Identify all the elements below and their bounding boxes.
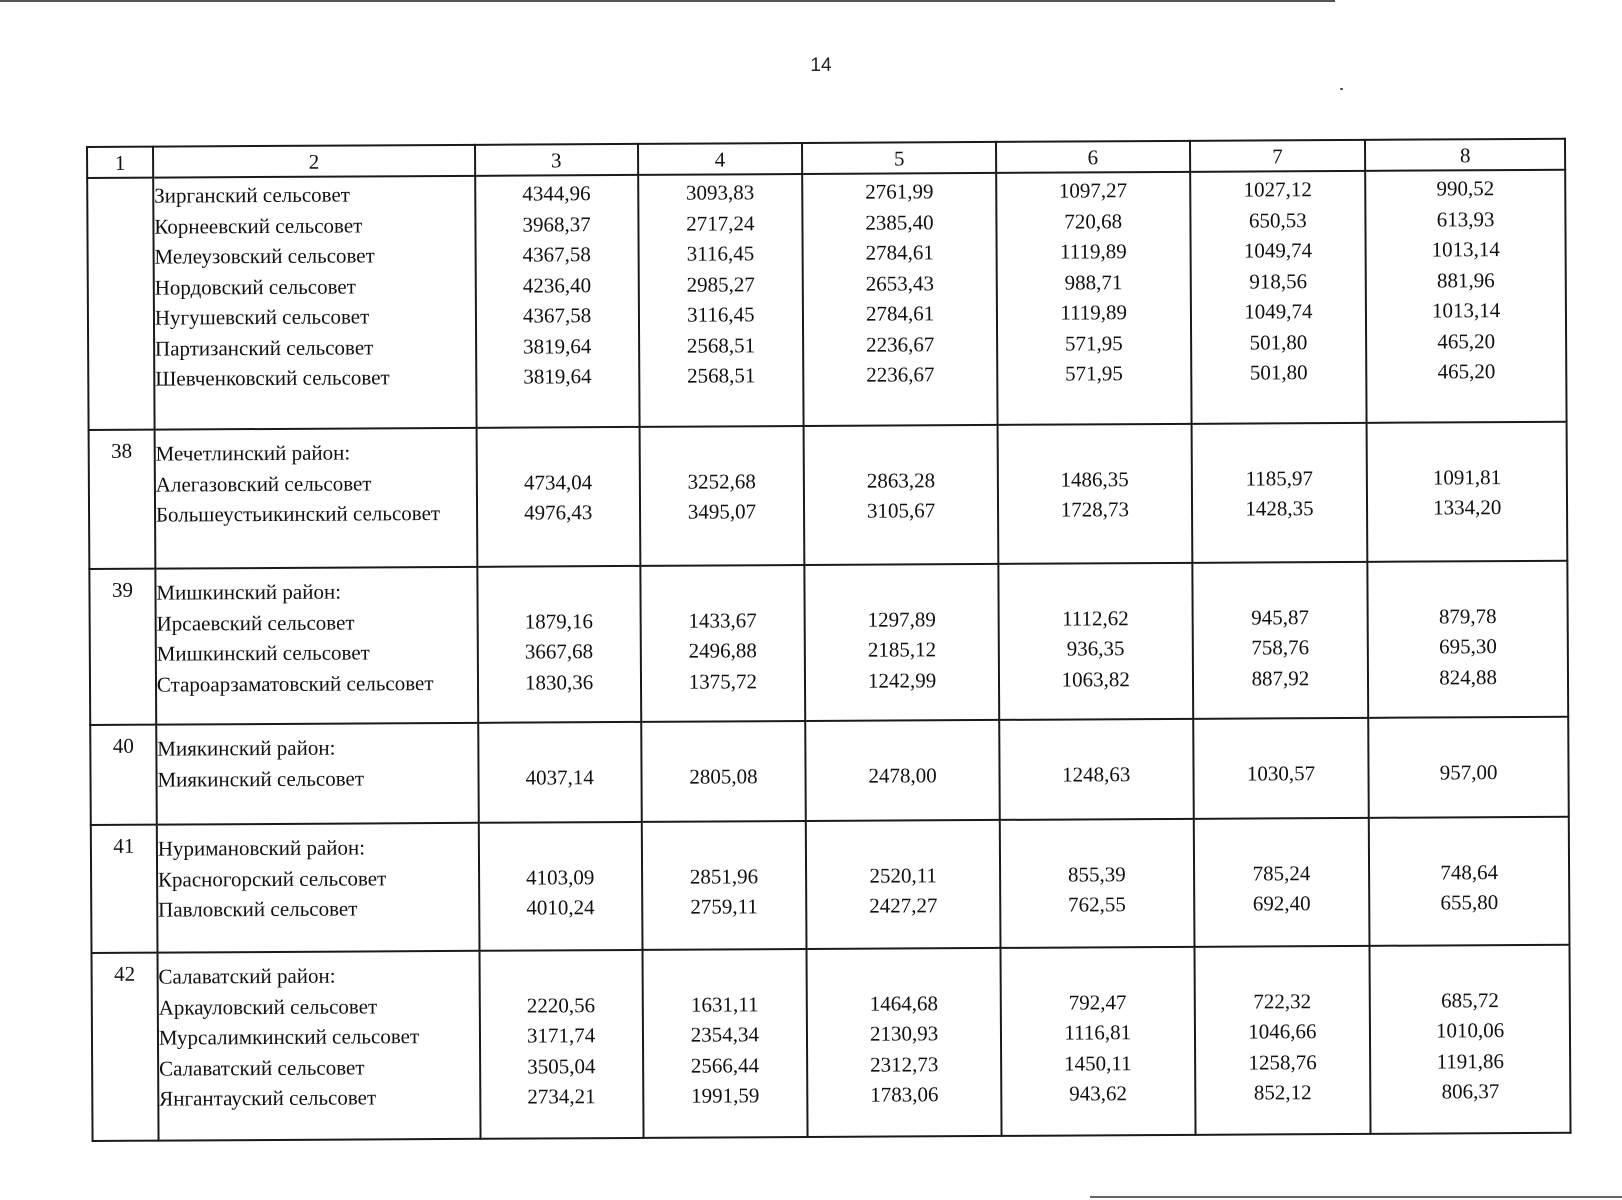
selsovet-name: Нугушевский сельсовет [154,304,370,330]
value-cell: 613,93 [1436,206,1495,231]
row-number: 42 [92,953,159,1141]
district-name: Миякинский район: [157,735,336,761]
value-column-7 [1192,562,1369,719]
value-cell: 655,80 [1440,890,1499,915]
municipality-names [155,567,478,725]
value-cell: 3105,67 [866,498,936,523]
value-cell: 1063,82 [1061,666,1130,692]
value-cell: 2130,93 [869,1021,939,1046]
value-column-6 [996,172,1191,425]
value-cell: 1027,12 [1243,177,1312,202]
district-name: Нуримановский район: [157,835,366,861]
municipality-names [153,176,476,430]
column-header-8: 8 [1365,139,1565,171]
value-cell: 4010,24 [526,895,595,920]
value-column-8 [1370,945,1571,1134]
value-column-8 [1369,817,1569,946]
column-header-3: 3 [475,144,638,176]
value-cell: 806,37 [1441,1079,1500,1104]
value-column-5 [805,720,999,821]
selsovet-name: Аркауловский сельсовет [158,993,378,1020]
value-cell: 3116,45 [687,302,755,327]
value-cell: 2985,27 [686,271,755,297]
value-cell: 2784,61 [865,301,935,326]
value-cell: 501,80 [1249,329,1308,355]
value-column-7 [1193,818,1369,947]
value-column-6 [998,563,1193,720]
value-cell: 3667,68 [524,639,594,664]
selsovet-name: Шевченковский сельсовет [155,365,390,391]
value-cell: 881,96 [1436,267,1495,292]
selsovet-name: Мелеузовский сельсовет [154,243,375,269]
scan-speck [1340,88,1343,90]
value-cell: 2568,51 [686,332,756,358]
municipality-names [154,428,477,569]
value-cell: 748,64 [1440,859,1499,884]
selsovet-name: Мурсалимкинский сельсовет [158,1024,420,1050]
value-cell: 1091,81 [1432,464,1502,489]
value-cell: 1258,76 [1248,1049,1317,1075]
value-cell: 501,80 [1249,360,1308,385]
selsovet-name: Мишкинский сельсовет [156,640,370,666]
value-cell: 2851,96 [689,863,759,889]
value-cell: 1297,89 [867,606,936,632]
selsovet-name: Павловский сельсовет [158,896,358,922]
value-cell: 2312,73 [870,1051,939,1077]
value-cell: 4976,43 [524,500,593,525]
value-cell: 2759,11 [690,894,758,919]
value-column-4 [640,565,806,722]
value-cell: 1631,11 [690,991,759,1017]
value-cell: 1728,73 [1060,497,1129,522]
table-row [91,817,1570,953]
value-cell: 1248,63 [1062,761,1131,787]
selsovet-name: Салаватский сельсовет [158,1054,365,1081]
value-column-6 [1000,947,1195,1136]
value-column-7 [1191,423,1367,563]
value-cell: 1112,62 [1061,605,1129,631]
value-cell: 3252,68 [687,468,756,494]
selsovet-name: Большеустьикинский сельсовет [155,501,441,527]
row-number [87,178,154,430]
value-cell: 3819,64 [523,364,592,389]
value-cell: 824,88 [1439,664,1498,689]
value-column-8 [1368,561,1569,718]
municipality-names [157,951,480,1141]
value-cell: 4344,96 [522,181,591,206]
value-cell: 1191,86 [1436,1048,1505,1073]
value-column-3 [476,427,640,567]
value-cell: 1119,89 [1059,239,1127,264]
selsovet-name: Староарзаматовский сельсовет [156,670,434,697]
district-name: Мечетлинский район: [155,440,351,466]
value-column-7 [1194,946,1371,1135]
row-number: 38 [89,430,156,569]
value-cell: 943,62 [1069,1081,1127,1106]
value-column-4 [642,949,808,1138]
page-number: 14 [810,55,832,76]
value-cell: 3171,74 [526,1023,596,1048]
value-cell: 1116,81 [1064,1020,1132,1045]
scan-edge-bottom [1090,1196,1622,1198]
value-column-8 [1365,170,1566,423]
table-row [89,422,1568,569]
value-cell: 4367,58 [522,303,592,328]
row-number: 40 [90,725,156,825]
value-column-8 [1368,717,1568,818]
value-cell: 887,92 [1251,665,1310,690]
value-cell: 3116,45 [686,241,755,266]
value-column-6 [997,424,1191,564]
value-cell: 1464,68 [869,990,939,1016]
column-header-4: 4 [638,143,803,175]
value-column-7 [1190,171,1367,424]
value-cell: 945,87 [1251,604,1309,629]
value-cell: 2236,67 [866,362,935,387]
value-cell: 1046,66 [1248,1019,1317,1044]
value-cell: 1119,89 [1060,300,1128,325]
value-cell: 2566,44 [690,1052,760,1078]
value-cell: 2784,61 [865,240,934,265]
value-cell: 1991,59 [690,1083,760,1108]
selsovet-name: Миякинский сельсовет [157,765,365,792]
value-cell: 722,32 [1253,988,1312,1013]
value-cell: 1013,14 [1431,298,1501,323]
value-cell: 4037,14 [525,764,594,790]
value-cell: 879,78 [1438,603,1497,628]
value-cell: 4236,40 [522,272,592,298]
value-cell: 2185,12 [867,637,937,662]
value-cell: 1830,36 [524,669,594,695]
value-column-4 [641,721,806,822]
value-column-6 [999,719,1193,820]
value-cell: 2236,67 [866,331,935,357]
value-cell: 990,52 [1436,176,1495,201]
value-cell: 650,53 [1248,207,1307,233]
value-cell: 571,95 [1065,361,1123,386]
value-cell: 988,71 [1064,269,1123,295]
value-column-3 [479,822,642,951]
value-cell: 685,72 [1440,987,1499,1012]
value-column-3 [478,722,641,823]
value-cell: 1334,20 [1432,495,1502,520]
value-column-5 [805,564,1000,721]
value-cell: 918,56 [1249,268,1308,294]
value-column-3 [477,566,641,723]
value-cell: 2717,24 [686,210,755,236]
value-cell: 1375,72 [688,668,758,694]
value-cell: 792,47 [1068,989,1127,1015]
value-cell: 2805,08 [689,763,758,789]
table-body [87,170,1570,1141]
table-row [90,717,1569,825]
value-cell: 1428,35 [1245,496,1314,521]
value-column-4 [641,821,806,950]
value-cell: 3495,07 [687,499,757,524]
value-cell: 2568,51 [686,363,756,388]
value-cell: 758,76 [1251,635,1310,660]
value-cell: 1879,16 [524,608,593,634]
value-cell: 1097,27 [1058,178,1128,203]
value-cell: 4103,09 [526,864,595,890]
row-number: 41 [91,825,158,953]
selsovet-name: Алегазовский сельсовет [155,470,372,497]
value-cell: 2220,56 [526,992,596,1018]
value-column-3 [475,175,639,428]
value-column-4 [639,426,805,566]
value-column-5 [802,173,997,426]
value-cell: 785,24 [1252,860,1311,885]
value-column-5 [806,820,1000,949]
district-name: Мишкинский район: [156,579,342,605]
selsovet-name: Корнеевский сельсовет [154,212,363,239]
value-column-4 [638,174,804,427]
value-column-5 [804,425,998,565]
value-column-8 [1367,422,1568,562]
row-number: 39 [89,569,156,725]
value-cell: 855,39 [1067,861,1126,887]
value-cell: 2653,43 [865,270,935,296]
value-cell: 1013,14 [1431,237,1500,262]
value-column-6 [1000,819,1194,948]
value-cell: 571,95 [1064,330,1123,356]
value-cell: 3819,64 [523,333,592,359]
table-row [87,170,1566,430]
value-cell: 852,12 [1253,1080,1312,1105]
value-cell: 1783,06 [870,1082,939,1107]
value-cell: 2520,11 [869,862,937,888]
column-header-6: 6 [996,141,1190,173]
value-column-7 [1193,718,1369,819]
value-cell: 1433,67 [688,607,757,633]
value-column-5 [807,948,1002,1137]
value-cell: 2496,88 [688,638,757,663]
municipality-names [157,823,480,953]
value-cell: 3093,83 [685,180,755,205]
value-cell: 2863,28 [866,467,936,493]
value-cell: 2385,40 [865,209,934,235]
value-cell: 1030,57 [1246,760,1316,786]
selsovet-name: Зирганский сельсовет [154,182,350,208]
value-cell: 1486,35 [1060,466,1129,492]
value-cell: 695,30 [1438,634,1497,659]
value-cell: 1185,97 [1245,465,1314,491]
value-cell: 720,68 [1064,208,1123,234]
value-cell: 1010,06 [1435,1018,1505,1043]
value-cell: 465,20 [1437,359,1496,384]
value-column-3 [479,950,643,1139]
value-cell: 762,55 [1068,892,1126,917]
value-cell: 2354,34 [690,1022,760,1047]
value-cell: 957,00 [1439,759,1498,784]
district-name: Салаватский район: [158,963,336,989]
column-header-5: 5 [802,142,996,174]
scan-edge-top [0,0,1335,2]
column-header-7: 7 [1190,140,1366,172]
value-cell: 4734,04 [523,469,593,495]
value-cell: 2761,99 [865,179,934,204]
value-cell: 1450,11 [1064,1050,1132,1076]
value-cell: 4367,58 [522,242,591,267]
value-cell: 1049,74 [1243,238,1313,263]
column-header-2: 2 [153,145,475,178]
column-header-1: 1 [87,147,153,178]
selsovet-name: Янгантауский сельсовет [159,1085,377,1111]
data-table [86,138,1572,1142]
value-cell: 3505,04 [527,1053,596,1079]
selsovet-name: Партизанский сельсовет [154,334,374,361]
value-cell: 2427,27 [869,893,938,918]
value-cell: 692,40 [1252,891,1311,916]
value-cell: 2478,00 [868,762,937,788]
value-cell: 465,20 [1437,328,1496,353]
municipality-names [156,723,478,825]
selsovet-name: Нордовский сельсовет [154,273,356,300]
value-cell: 936,35 [1066,636,1125,661]
value-cell: 3968,37 [522,211,591,237]
value-cell: 2734,21 [527,1084,596,1109]
value-cell: 1242,99 [867,667,937,693]
value-cell: 1049,74 [1244,299,1313,324]
selsovet-name: Ирсаевский сельсовет [156,610,355,636]
table-row [89,561,1568,725]
selsovet-name: Красногорский сельсовет [157,865,387,892]
table-row [92,945,1571,1141]
